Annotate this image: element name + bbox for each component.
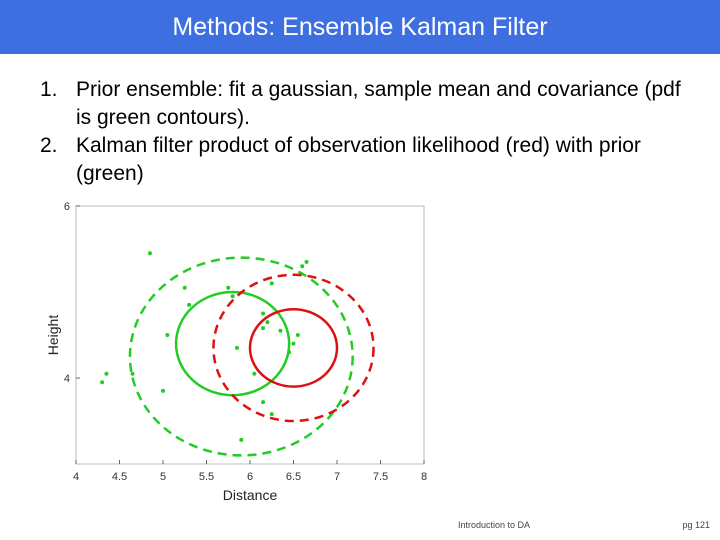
bullet-number: 2. <box>40 134 58 157</box>
bullet-number: 1. <box>40 78 58 101</box>
ensemble-point <box>226 286 230 290</box>
ensemble-point <box>100 380 104 384</box>
ensemble-point <box>261 312 265 316</box>
ensemble-point <box>231 294 235 298</box>
plot-svg <box>40 196 440 506</box>
y-tick-label: 4 <box>63 373 70 385</box>
ensemble-point <box>165 333 169 337</box>
slide-title-bar <box>0 0 720 54</box>
bullet-item <box>40 132 700 188</box>
ensemble-point <box>270 281 274 285</box>
ensemble-point <box>235 346 239 350</box>
footer-page-number: pg 121 <box>682 520 710 530</box>
ensemble-point <box>261 400 265 404</box>
x-tick-label: 6.5 <box>285 471 302 483</box>
ensemble-point <box>183 286 187 290</box>
ensemble-point <box>292 342 296 346</box>
x-axis-label: Distance <box>222 487 278 503</box>
bullet-text: Prior ensemble: fit a gaussian, sample mean and covariance (pdf is green contours). <box>76 78 681 129</box>
ensemble-point <box>161 389 165 393</box>
ensemble-point <box>187 303 191 307</box>
green-dashed-contour <box>130 258 353 456</box>
bullet-text: Kalman filter product of observation likelihood (red) with prior (green) <box>76 134 641 185</box>
bullet-item <box>40 76 700 132</box>
ensemble-point <box>239 438 243 442</box>
x-tick-label: 8 <box>420 471 428 483</box>
ensemble-point <box>104 372 108 376</box>
footer-course: Introduction to DA <box>458 520 531 530</box>
ensemble-point <box>265 320 269 324</box>
green-solid-contour <box>176 292 289 395</box>
x-tick-label: 7.5 <box>372 471 389 483</box>
ensemble-point <box>270 412 274 416</box>
ensemble-point <box>305 260 309 264</box>
x-tick-label: 5 <box>159 471 167 483</box>
x-tick-label: 4 <box>72 471 80 483</box>
ensemble-point <box>300 264 304 268</box>
red-solid-contour <box>250 309 337 386</box>
x-tick-label: 5.5 <box>198 471 215 483</box>
scatter-plot <box>40 196 440 506</box>
ensemble-point <box>148 251 152 255</box>
x-tick-label: 7 <box>333 471 341 483</box>
ensemble-point <box>278 329 282 333</box>
bullet-list <box>40 76 700 188</box>
ensemble-point <box>261 326 265 330</box>
x-tick-label: 6 <box>246 471 254 483</box>
x-tick-label: 4.5 <box>111 471 128 483</box>
ensemble-point <box>296 333 300 337</box>
slide-title: Methods: Ensemble Kalman Filter <box>172 12 548 41</box>
y-axis-label: Height <box>45 314 61 356</box>
ensemble-point <box>131 372 135 376</box>
ensemble-point <box>287 350 291 354</box>
y-tick-label: 6 <box>63 201 70 213</box>
ensemble-point <box>252 372 256 376</box>
